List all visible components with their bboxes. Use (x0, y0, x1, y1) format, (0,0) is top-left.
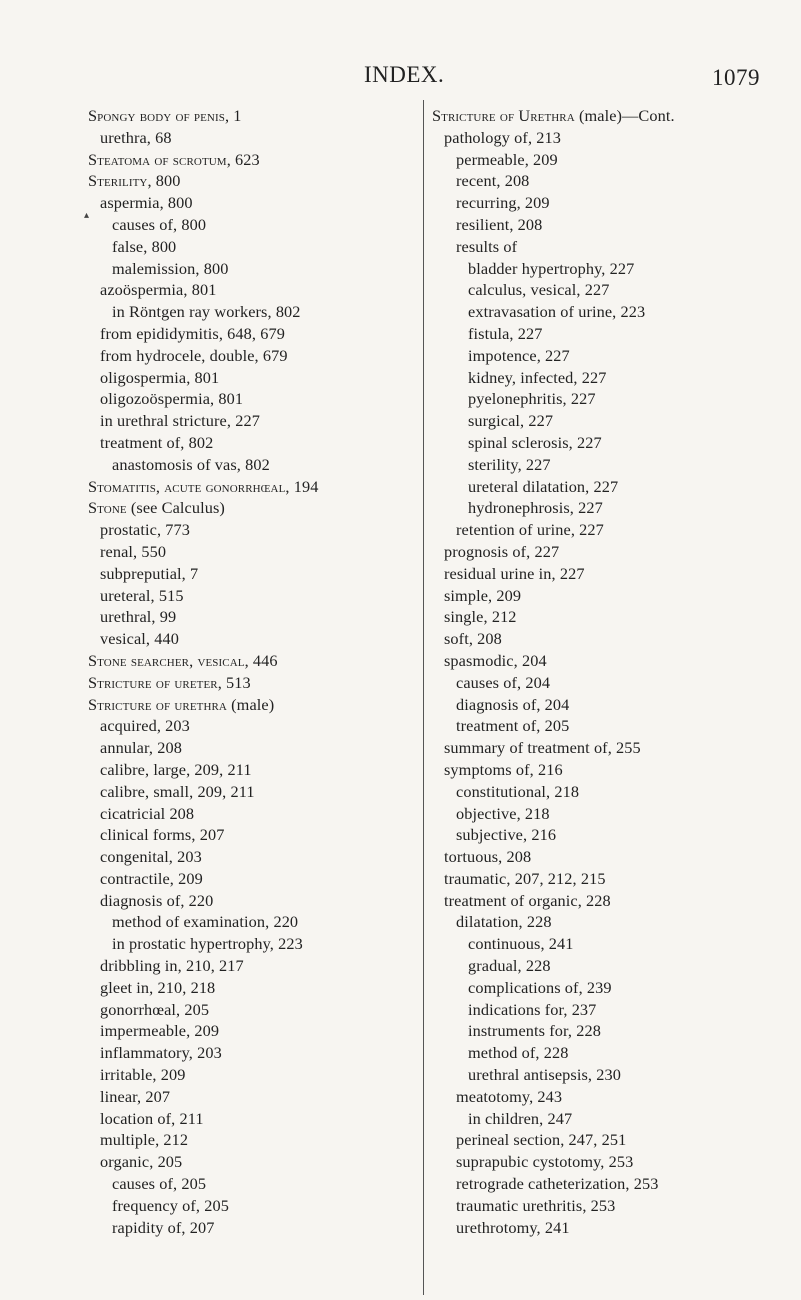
heading-reference: 446 (248, 650, 278, 670)
index-subentry: false, 800 (112, 236, 177, 256)
column-divider (423, 100, 424, 1295)
index-subentry: from epididymitis, 648, 679 (100, 323, 285, 343)
index-subentry: location of, 211 (100, 1108, 204, 1128)
index-subentry: bladder hypertrophy, 227 (468, 258, 635, 278)
index-subentry: retrograde catheterization, 253 (456, 1174, 659, 1194)
index-subentry: traumatic urethritis, 253 (456, 1195, 616, 1215)
index-subentry: traumatic, 207, 212, 215 (444, 868, 606, 888)
index-subentry: dilatation, 228 (456, 912, 552, 932)
index-subentry: in urethral stricture, 227 (100, 411, 260, 431)
heading-term: Sterility, (88, 171, 152, 191)
heading-reference: (male) (226, 694, 275, 714)
heading-term: Stone searcher, vesical, (88, 650, 249, 670)
index-subentry: irritable, 209 (100, 1065, 186, 1085)
index-subentry: acquired, 203 (100, 716, 190, 736)
index-heading-entry (88, 170, 418, 192)
index-subentry: indications for, 237 (468, 999, 597, 1019)
index-subentry: malemission, 800 (112, 258, 229, 278)
index-subentry: frequency of, 205 (112, 1195, 229, 1215)
right-index-column (432, 105, 798, 1238)
heading-term: Stone (88, 498, 127, 518)
index-subentry: continuous, 241 (468, 934, 574, 954)
index-subentry: inflammatory, 203 (100, 1043, 222, 1063)
index-subentry: summary of treatment of, 255 (444, 738, 641, 758)
index-heading-entry (88, 497, 418, 519)
index-subentry: symptoms of, 216 (444, 759, 563, 779)
index-subentry: treatment of organic, 228 (444, 890, 611, 910)
index-subentry: organic, 205 (100, 1152, 183, 1172)
index-subentry: ureteral, 515 (100, 585, 184, 605)
index-subentry: meatotomy, 243 (456, 1086, 563, 1106)
index-subentry: dribbling in, 210, 217 (100, 956, 244, 976)
index-subentry: cicatricial 208 (100, 803, 195, 823)
index-subentry: subpreputial, 7 (100, 563, 199, 583)
index-subentry: objective, 218 (456, 803, 550, 823)
index-subentry: constitutional, 218 (456, 781, 580, 801)
heading-term: Spongy body of penis, (88, 106, 230, 125)
index-subentry: urethral antisepsis, 230 (468, 1065, 621, 1085)
index-subentry: spinal sclerosis, 227 (468, 432, 602, 452)
index-subentry: urethrotomy, 241 (456, 1217, 570, 1237)
index-subentry: instruments for, 228 (468, 1021, 601, 1041)
index-heading-entry (88, 149, 418, 171)
index-subentry: oligozoöspermia, 801 (100, 389, 244, 409)
index-subentry: results of (456, 236, 518, 256)
index-subentry: in Röntgen ray workers, 802 (112, 302, 301, 322)
index-subentry: residual urine in, 227 (444, 563, 585, 583)
index-subentry: anastomosis of vas, 802 (112, 454, 270, 474)
index-subentry: urethra, 68 (100, 127, 172, 147)
index-subentry: gradual, 228 (468, 956, 551, 976)
heading-reference: 194 (289, 476, 319, 496)
index-subentry: in children, 247 (468, 1108, 573, 1128)
index-subentry: annular, 208 (100, 738, 182, 758)
page-title: INDEX. (364, 62, 445, 87)
index-subentry: permeable, 209 (456, 149, 558, 169)
index-subentry: clinical forms, 207 (100, 825, 225, 845)
index-subentry: aspermia, 800 (100, 193, 193, 213)
heading-reference: 1 (229, 106, 242, 125)
index-subentry: spasmodic, 204 (444, 650, 547, 670)
heading-reference: 513 (221, 672, 251, 692)
index-subentry: subjective, 216 (456, 825, 557, 845)
index-subentry: renal, 550 (100, 541, 167, 561)
page-header (0, 62, 801, 94)
heading-term: Stricture of ureter, (88, 672, 222, 692)
index-subentry: pyelonephritis, 227 (468, 389, 596, 409)
index-subentry: linear, 207 (100, 1086, 171, 1106)
index-subentry: surgical, 227 (468, 411, 554, 431)
index-subentry: urethral, 99 (100, 607, 177, 627)
index-subentry: in prostatic hypertrophy, 223 (112, 934, 303, 954)
index-subentry: retention of urine, 227 (456, 520, 604, 540)
index-subentry: prognosis of, 227 (444, 541, 560, 561)
heading-term: Stricture of Urethra (432, 106, 575, 125)
index-subentry: calculus, vesical, 227 (468, 280, 610, 300)
index-subentry: azoöspermia, 801 (100, 280, 217, 300)
index-subentry: from hydrocele, double, 679 (100, 345, 288, 365)
index-subentry: extravasation of urine, 223 (468, 302, 646, 322)
index-subentry: ureteral dilatation, 227 (468, 476, 619, 496)
index-subentry: soft, 208 (444, 629, 502, 649)
left-index-column (88, 105, 418, 1238)
index-subentry: causes of, 204 (456, 672, 551, 692)
heading-reference: (see Calculus) (126, 498, 225, 518)
index-subentry: single, 212 (444, 607, 517, 627)
index-subentry: diagnosis of, 204 (456, 694, 570, 714)
margin-mark: ▴ (84, 210, 90, 221)
index-subentry: congenital, 203 (100, 847, 202, 867)
heading-reference: (male)—Cont. (574, 106, 675, 125)
index-subentry: simple, 209 (444, 585, 522, 605)
index-heading-entry (88, 650, 418, 672)
index-subentry: oligospermia, 801 (100, 367, 220, 387)
index-subentry: diagnosis of, 220 (100, 890, 214, 910)
index-subentry: causes of, 205 (112, 1174, 207, 1194)
index-heading-entry (88, 694, 418, 716)
index-subentry: method of, 228 (468, 1043, 569, 1063)
index-subentry: recurring, 209 (456, 193, 550, 213)
index-subentry: sterility, 227 (468, 454, 551, 474)
index-subentry: suprapubic cystotomy, 253 (456, 1152, 634, 1172)
index-subentry: fistula, 227 (468, 323, 543, 343)
heading-reference: 623 (230, 149, 260, 169)
heading-term: Steatoma of scrotum, (88, 149, 231, 169)
index-heading-entry (88, 476, 418, 498)
index-subentry: calibre, small, 209, 211 (100, 781, 255, 801)
index-subentry: causes of, 800 (112, 214, 207, 234)
index-subentry: method of examination, 220 (112, 912, 299, 932)
index-subentry: hydronephrosis, 227 (468, 498, 603, 518)
index-subentry: perineal section, 247, 251 (456, 1130, 627, 1150)
index-subentry: gonorrhœal, 205 (100, 999, 210, 1019)
index-subentry: prostatic, 773 (100, 520, 191, 540)
index-subentry: impotence, 227 (468, 345, 570, 365)
heading-term: Stricture of urethra (88, 694, 227, 714)
index-subentry: treatment of, 205 (456, 716, 570, 736)
index-subentry: calibre, large, 209, 211 (100, 759, 252, 779)
index-heading-entry (88, 672, 418, 694)
index-subentry: pathology of, 213 (444, 127, 562, 147)
heading-term: Stomatitis, acute gonorrhœal, (88, 476, 290, 496)
index-heading-entry (88, 105, 418, 127)
index-subentry: tortuous, 208 (444, 847, 532, 867)
index-subentry: treatment of, 802 (100, 432, 214, 452)
index-subentry: rapidity of, 207 (112, 1217, 215, 1237)
heading-reference: 800 (151, 171, 181, 191)
index-heading-entry (432, 105, 798, 127)
index-subentry: recent, 208 (456, 171, 530, 191)
index-subentry: gleet in, 210, 218 (100, 977, 216, 997)
index-subentry: resilient, 208 (456, 214, 543, 234)
index-subentry: complications of, 239 (468, 977, 612, 997)
index-subentry: multiple, 212 (100, 1130, 189, 1150)
index-subentry: impermeable, 209 (100, 1021, 220, 1041)
page-number: 1079 (712, 65, 760, 90)
index-subentry: contractile, 209 (100, 868, 203, 888)
index-subentry: vesical, 440 (100, 629, 179, 649)
index-subentry: kidney, infected, 227 (468, 367, 607, 387)
